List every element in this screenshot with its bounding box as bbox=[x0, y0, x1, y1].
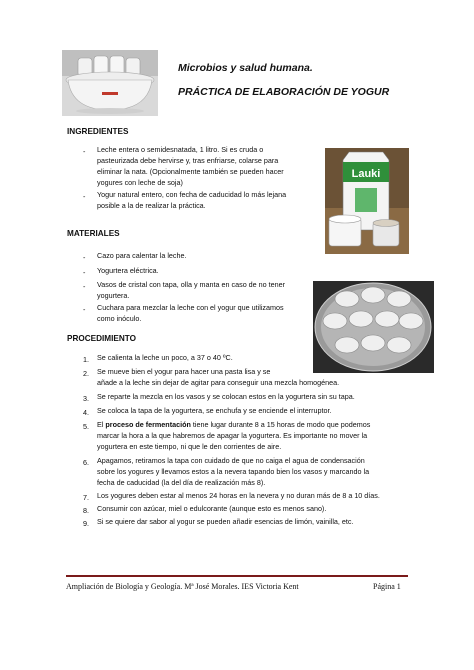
bullet-dash: - bbox=[83, 192, 86, 201]
text-line: yogurtera. bbox=[97, 290, 130, 300]
text-line: yogures con leche de soja) bbox=[97, 177, 183, 187]
text-line: Se mueve bien el yogur para hacer una pasta lisa y se bbox=[97, 367, 271, 376]
procedure-step-8 bbox=[97, 504, 326, 515]
step-number: 3. bbox=[83, 394, 89, 403]
footer-page-number: Página 1 bbox=[373, 582, 401, 591]
text-line: añade a la leche sin dejar de agitar para conseguir una mezcla homogénea. bbox=[97, 377, 340, 387]
text-fragment: tiene lugar durante 8 a 15 horas de modo que podemos bbox=[190, 420, 371, 429]
material-item-yogurt-maker bbox=[97, 266, 159, 277]
bullet-dash: - bbox=[83, 305, 86, 314]
material-item-spoon bbox=[97, 303, 284, 325]
step-number: 2. bbox=[83, 369, 89, 378]
fermentation-process-term: proceso de fermentación bbox=[105, 420, 191, 429]
procedure-step-5 bbox=[97, 420, 370, 453]
text-line: Leche entera o semidesnatada, 1 litro. Si es cruda o bbox=[97, 145, 264, 154]
step-number: 8. bbox=[83, 506, 89, 515]
text-line: eliminar la nata. (Opcionalmente también se pueden hacer bbox=[97, 166, 284, 176]
text-line: yogurtera en este tiempo, ni que le den corrientes de aire. bbox=[97, 441, 282, 451]
procedure-step-6 bbox=[97, 456, 369, 489]
text-line: Yogurtera eléctrica. bbox=[97, 266, 159, 275]
step-number: 4. bbox=[83, 408, 89, 417]
material-item-glasses bbox=[97, 280, 285, 302]
text-line: Consumir con azúcar, miel o edulcorante (aunque esto es menos sano). bbox=[97, 504, 327, 513]
procedure-step-1 bbox=[97, 353, 233, 364]
procedure-step-7 bbox=[97, 491, 380, 502]
text-line: Apagamos, retiramos la tapa con cuidado de que no caiga el agua de condensación bbox=[97, 456, 365, 465]
procedure-step-3 bbox=[97, 392, 355, 403]
yogurt-jars-top-photo bbox=[313, 281, 434, 373]
page-subtitle: PRÁCTICA DE ELABORACIÓN DE YOGUR bbox=[178, 86, 390, 98]
text-line bbox=[97, 420, 370, 431]
footer-rule bbox=[66, 575, 408, 577]
text-line: como inóculo. bbox=[97, 313, 142, 323]
ingredients-heading: INGREDIENTES bbox=[67, 127, 129, 136]
milk-and-yogurt-photo bbox=[325, 148, 409, 254]
bullet-dash: - bbox=[83, 268, 86, 277]
text-line: fecha de caducidad (la del día de realización más 8). bbox=[97, 477, 266, 487]
carton-brand-text: Lauki bbox=[351, 168, 381, 180]
text-line: Se calienta la leche un poco, a 37 o 40 ºC. bbox=[97, 353, 233, 362]
yogurt-maker-photo bbox=[62, 50, 158, 116]
text-line: Cuchara para mezclar la leche con el yogur que utilizamos bbox=[97, 303, 284, 312]
text-line: Se coloca la tapa de la yogurtera, se enchufa y se enciende el interruptor. bbox=[97, 406, 332, 415]
text-line: marcar la hora a la que habremos de apagar la yogurtera. Es importante no mover la bbox=[97, 430, 368, 440]
text-line: sobre los yogures y llevamos estos a la nevera tapando bien los vasos y marcando la bbox=[97, 466, 370, 476]
procedure-step-4 bbox=[97, 406, 332, 417]
procedure-step-9 bbox=[97, 517, 354, 528]
text-line: Yogur natural entero, con fecha de caducidad lo más lejana bbox=[97, 190, 287, 199]
ingredient-item-milk bbox=[97, 145, 284, 189]
text-line: Si se quiere dar sabor al yogur se pueden añadir esencias de limón, vainilla, etc. bbox=[97, 517, 354, 526]
text-line: Vasos de cristal con tapa, olla y manta en caso de no tener bbox=[97, 280, 286, 289]
step-number: 6. bbox=[83, 458, 89, 467]
bullet-dash: - bbox=[83, 147, 86, 156]
procedure-heading: PROCEDIMIENTO bbox=[67, 334, 136, 343]
bullet-dash: - bbox=[83, 253, 86, 262]
step-number: 1. bbox=[83, 355, 89, 364]
step-number: 7. bbox=[83, 493, 89, 502]
text-line: Cazo para calentar la leche. bbox=[97, 251, 187, 260]
text-line: Los yogures deben estar al menos 24 horas en la nevera y no duran más de 8 a 10 días. bbox=[97, 491, 380, 500]
materials-heading: MATERIALES bbox=[67, 229, 120, 238]
step-number: 9. bbox=[83, 519, 89, 528]
material-item-pot bbox=[97, 251, 187, 262]
ingredient-item-yogurt bbox=[97, 190, 286, 212]
text-line: posible a la de realizar la práctica. bbox=[97, 200, 206, 210]
text-line: Se reparte la mezcla en los vasos y se colocan estos en la yogurtera sin su tapa. bbox=[97, 392, 355, 401]
bullet-dash: - bbox=[83, 282, 86, 291]
text-fragment: El bbox=[97, 420, 106, 429]
footer-author: Ampliación de Biología y Geología. Mª José Morales. IES Victoria Kent bbox=[66, 582, 299, 591]
step-number: 5. bbox=[83, 422, 89, 431]
procedure-step-2 bbox=[97, 367, 339, 389]
text-line: pasteurizada debe hervirse y, tras enfriarse, colarse para bbox=[97, 155, 279, 165]
page-title: Microbios y salud humana. bbox=[178, 62, 313, 74]
